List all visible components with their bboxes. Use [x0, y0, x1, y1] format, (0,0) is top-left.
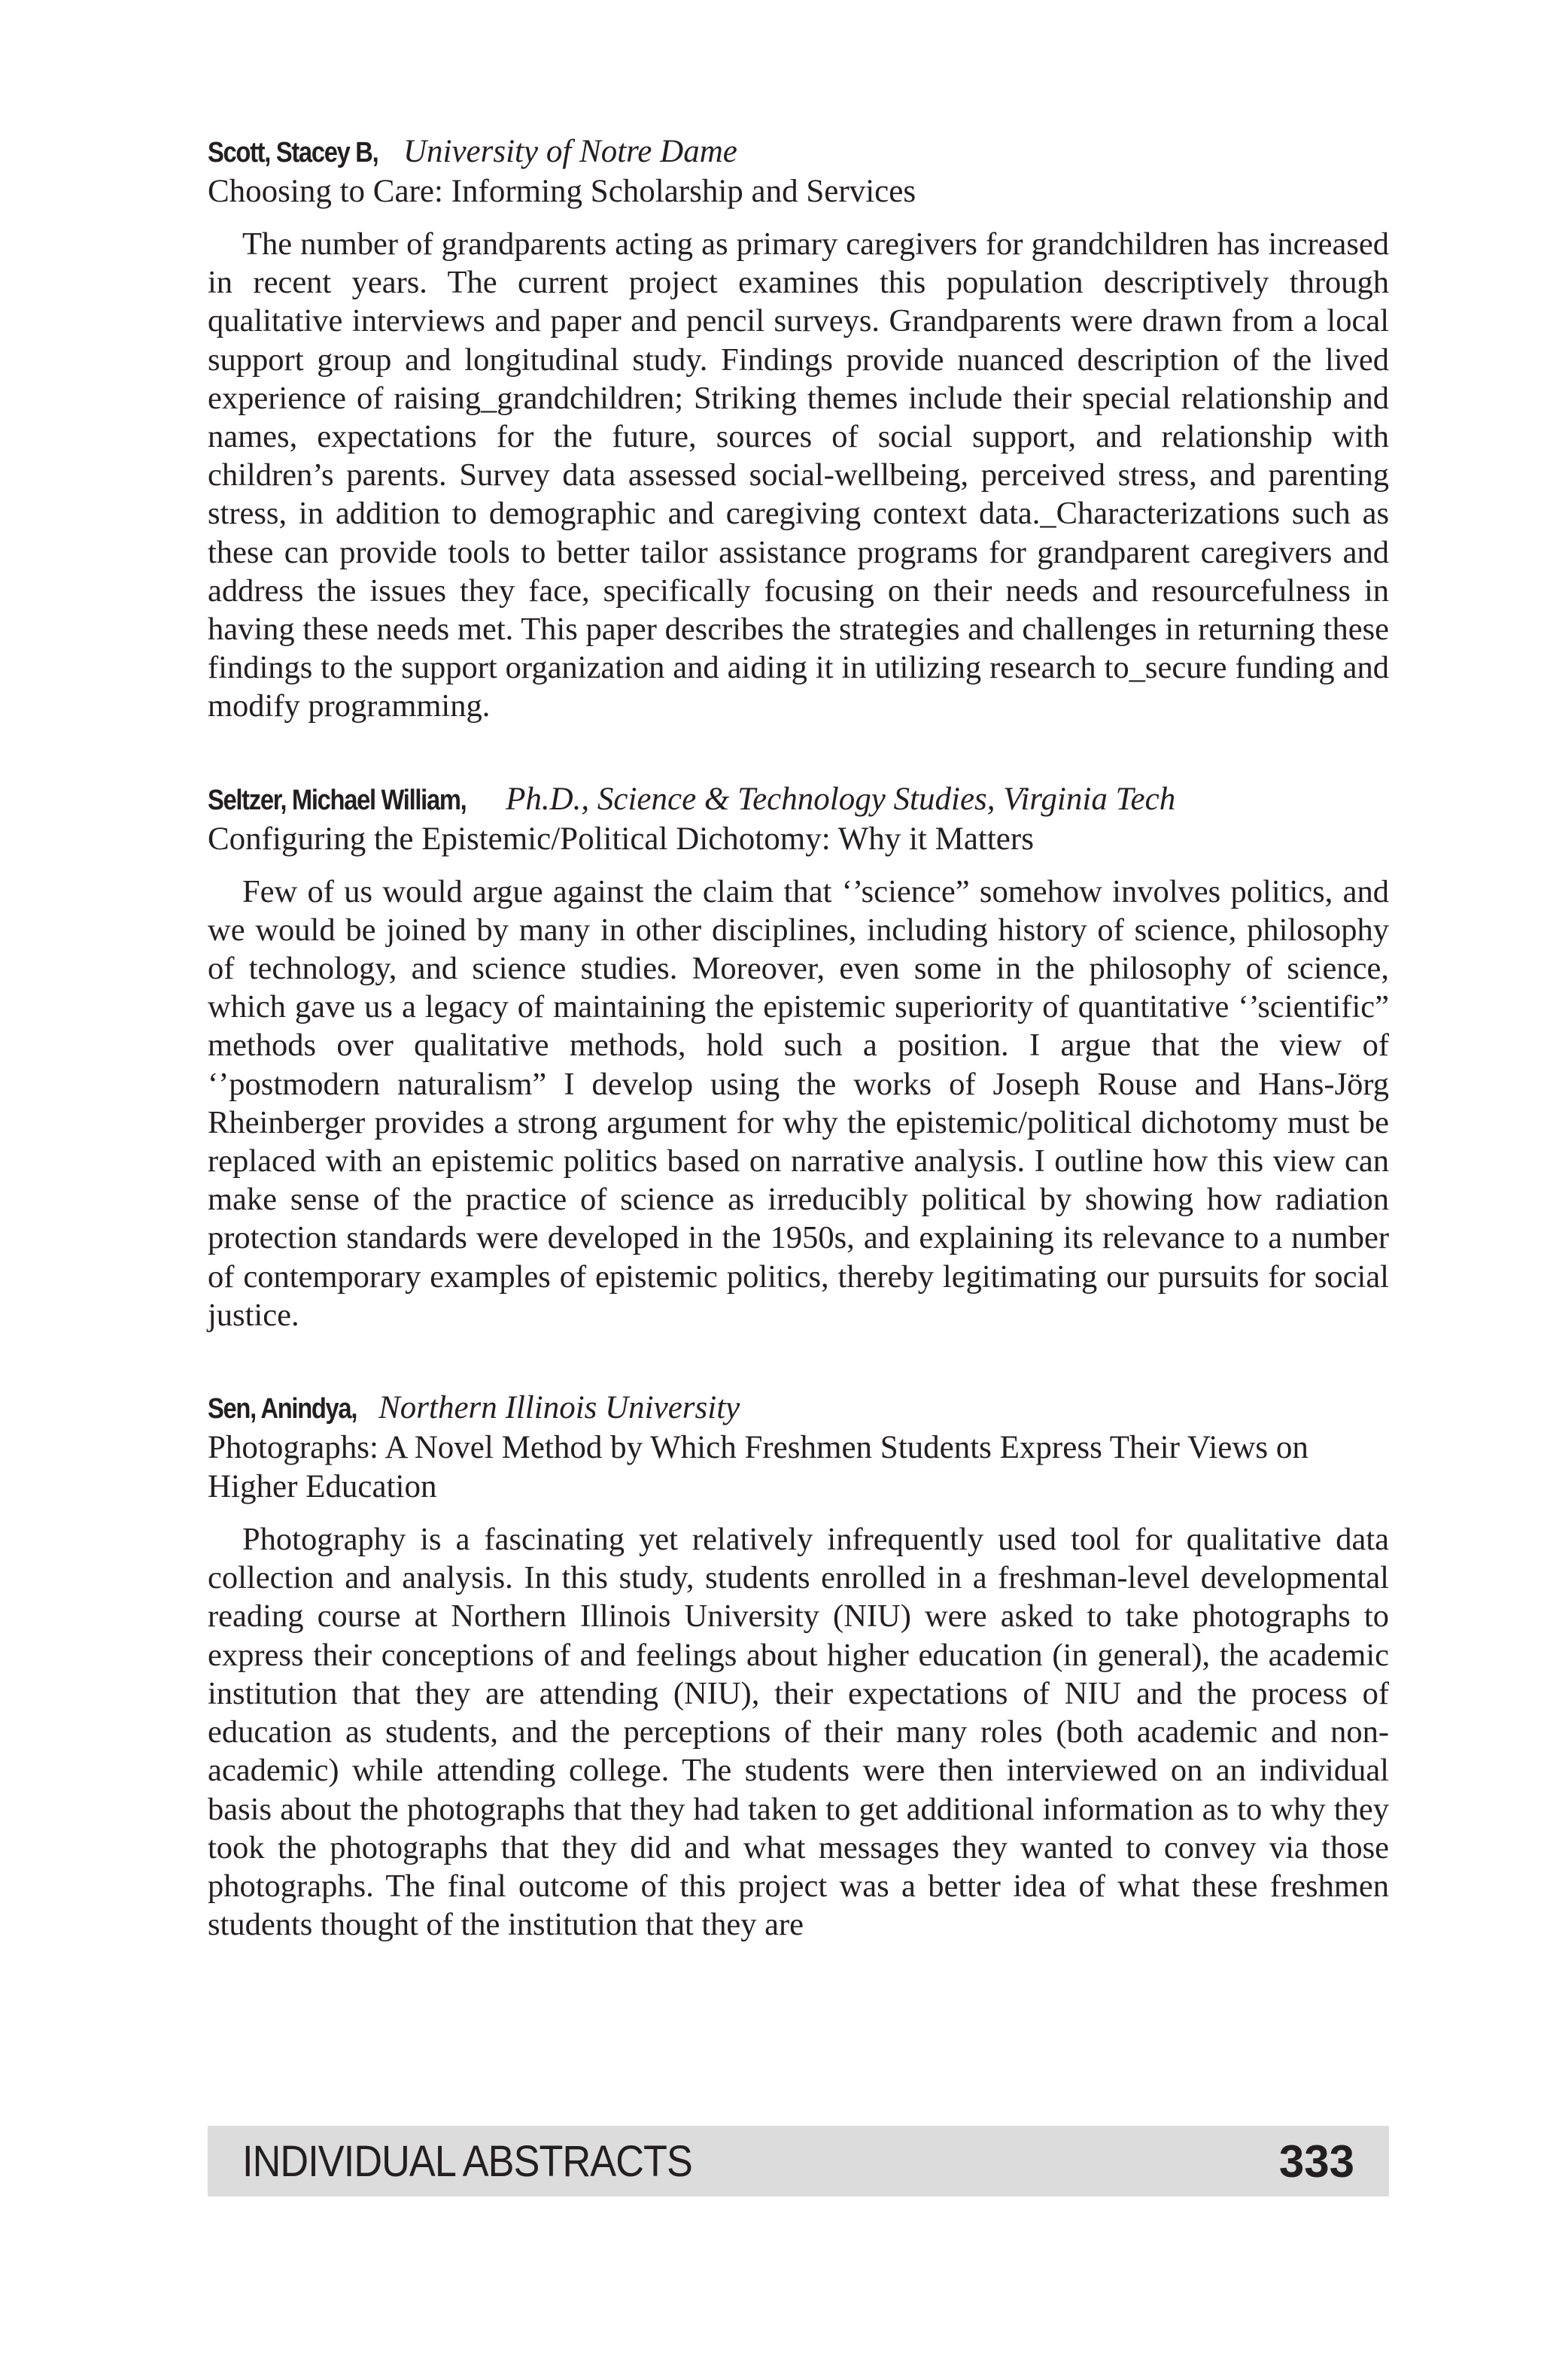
- author-name: Scott, Stacey B,: [208, 137, 378, 168]
- author-affiliation: Northern Illinois University: [378, 1390, 740, 1426]
- page-number: 333: [1278, 2136, 1354, 2187]
- page-footer: [208, 2126, 1389, 2196]
- author-name: Sen, Anindya,: [208, 1393, 357, 1425]
- section-title: INDIVIDUAL ABSTRACTS: [242, 2136, 692, 2186]
- abstract-text: Few of us would argue against the claim that ‘’science” somehow involves politics, and we would be joined by many in other disciplines, including history of science, philosophy of technology, and science studies. Moreover, even some in the philosophy of science, which gave us a legacy of maintaining the epistemic superiority of quantitative ‘’scientific” methods over qualitative methods, hold such a position. I argue that the view of ‘’postmodern naturalism” I develop using the works of Joseph Rouse and Hans-Jörg Rheinberger provides a strong argument for why the epistemic/political dichotomy must be replaced with an epistemic politics based on narrative analysis. I outline how this view can make sense of the practice of science as irreducibly political by showing how radiation protection standards were developed in the 1950s, and explaining its relevance to a number of contemporary examples of epistemic politics, thereby legitimating our pursuits for social justice.: [208, 873, 1389, 1333]
- paper-title: Choosing to Care: Informing Scholarship and Services: [208, 174, 916, 209]
- abstract-entry-seltzer: [208, 780, 1389, 1334]
- entry-heading: [208, 132, 1389, 172]
- paper-title: Configuring the Epistemic/Political Dichotomy: Why it Matters: [208, 821, 1034, 857]
- abstract-entry-sen: [208, 1389, 1389, 1944]
- abstract-text: The number of grandparents acting as primary caregivers for grandchildren has increased in recent years. The current project examines this population descriptively through qualitative interviews and paper and pencil surveys. Grandparents were drawn from a local support group and longitudinal study. Findings provide nuanced description of the lived experience of raising_grandchildren; Striking themes include their special relationship and names, expectations for the future, sources of social support, and relationship with children’s parents. Survey data assessed social-wellbeing, perceived stress, and parenting stress, in addition to demographic and caregiving context data._Characterizations such as these can provide tools to better tailor assistance programs for grandparent caregivers and address the issues they face, specifically focusing on their needs and resourcefulness in having these needs met. This paper describes the strategies and challenges in returning these findings to the support organization and aiding it in utilizing research to_secure funding and modify programming.: [208, 226, 1389, 724]
- author-affiliation: University of Notre Dame: [403, 134, 737, 169]
- entry-heading: [208, 780, 1389, 820]
- author-name: Seltzer, Michael William,: [208, 784, 467, 816]
- entry-heading: [208, 1389, 1389, 1428]
- abstract-text: Photography is a fascinating yet relatively infrequently used tool for qualitative data collection and analysis. In this study, students enrolled in a freshman-level developmental reading course at Northern Illinois University (NIU) were asked to take photographs to express their conceptions of and feelings about higher education (in general), the academic institution that they are attending (NIU), their expectations of NIU and the process of education as students, and the perceptions of their many roles (both academic and non-academic) while attending college. The students were then interviewed on an individual basis about the photographs that they had taken to get additional information as to why they took the photographs that they did and what messages they wanted to convey via those photographs. The final outcome of this project was a better idea of what these freshmen students thought of the institution that they are: [208, 1522, 1389, 1943]
- abstract-entry-scott: [208, 132, 1389, 726]
- abstracts-column: [208, 132, 1389, 1998]
- author-affiliation: Ph.D., Science & Technology Studies, Virginia Tech: [506, 781, 1176, 817]
- paper-title: Photographs: A Novel Method by Which Freshmen Students Express Their Views on Higher Education: [208, 1430, 1308, 1505]
